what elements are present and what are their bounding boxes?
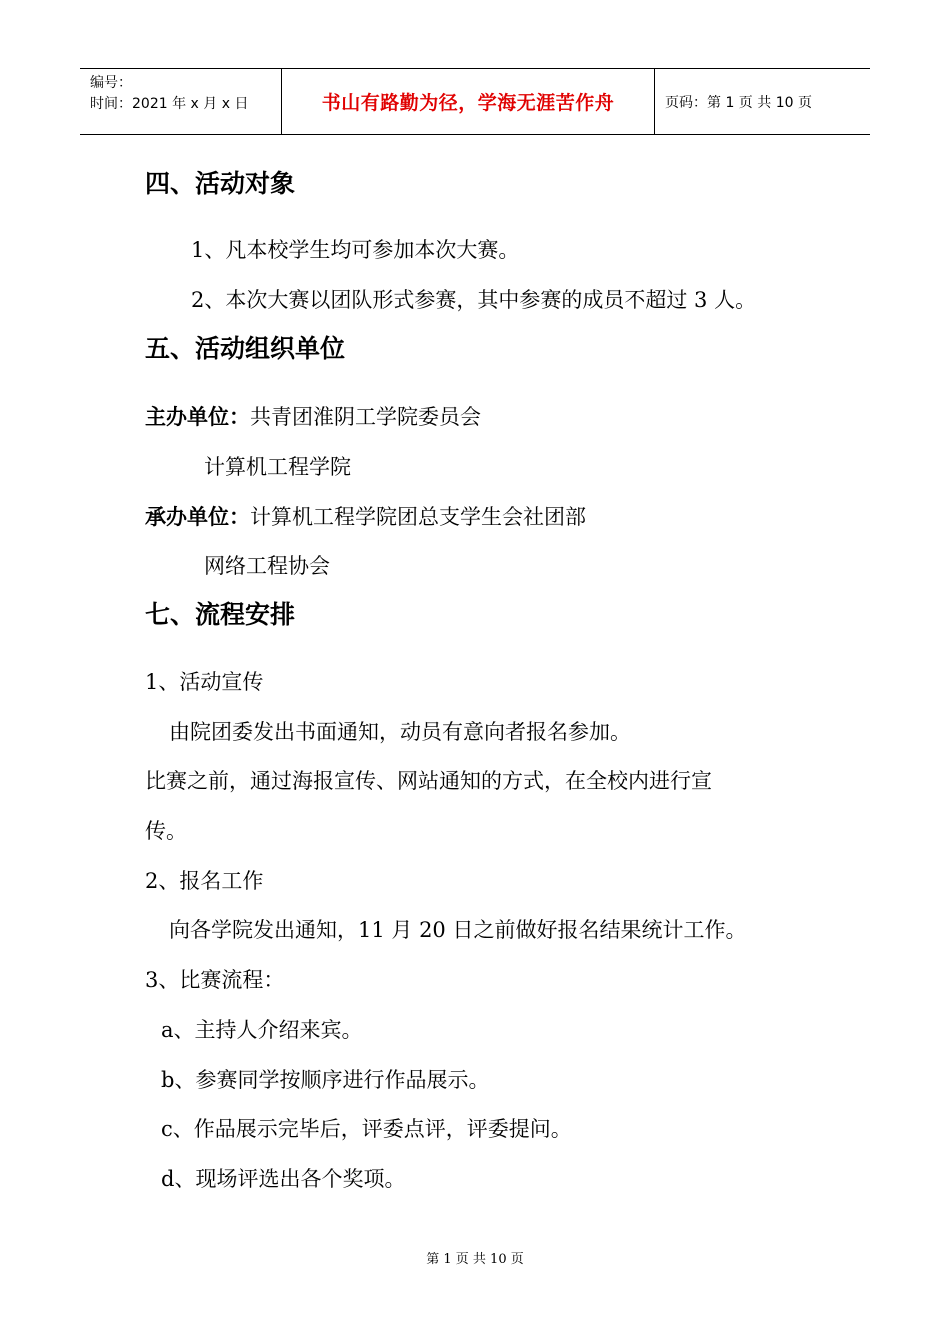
registration-line-1: 向各学院发出通知，11 月 20 日之前做好报名结果统计工作。 xyxy=(169,918,747,942)
organizer-unit-value-2: 网络工程协会 xyxy=(204,554,330,578)
competition-step-c: c、作品展示完毕后，评委点评，评委提问。 xyxy=(161,1117,572,1141)
host-unit-value-2: 计算机工程学院 xyxy=(204,455,351,479)
section-4-item-1: 1、凡本校学生均可参加本次大赛。 xyxy=(191,238,520,262)
section-4-item-2: 2、本次大赛以团队形式参赛，其中参赛的成员不超过 3 人。 xyxy=(191,288,757,312)
host-unit-label: 主办单位： xyxy=(145,405,250,429)
competition-step-d: d、现场评选出各个奖项。 xyxy=(161,1167,406,1191)
competition-step-a: a、主持人介绍来宾。 xyxy=(161,1018,363,1042)
organizer-unit-value: 计算机工程学院团总支学生会社团部 xyxy=(250,505,586,529)
header-meta xyxy=(80,69,282,134)
section-4-title: 四、活动对象 xyxy=(145,169,296,198)
header-page-info: 页码：第 1 页 共 10 页 xyxy=(665,94,812,111)
publicity-line-1: 由院团委发出书面通知，动员有意向者报名参加。 xyxy=(169,720,631,744)
publicity-line-3: 传。 xyxy=(145,819,187,843)
registration-title: 2、报名工作 xyxy=(145,869,264,893)
section-7-title: 七、流程安排 xyxy=(145,600,296,629)
page-footer: 第 1 页 共 10 页 xyxy=(426,1252,524,1267)
document-header xyxy=(80,68,870,135)
time-label: 时间：2021 年 x 月 x 日 xyxy=(90,96,249,112)
host-unit-value: 共青团淮阴工学院委员会 xyxy=(250,405,481,429)
competition-flow-title: 3、比赛流程： xyxy=(145,968,285,992)
organizer-unit-line xyxy=(145,503,586,531)
organizer-unit-label: 承办单位： xyxy=(145,505,250,529)
competition-step-b: b、参赛同学按顺序进行作品展示。 xyxy=(161,1068,490,1092)
publicity-line-2: 比赛之前，通过海报宣传、网站通知的方式，在全校内进行宣 xyxy=(145,769,712,793)
section-5-title: 五、活动组织单位 xyxy=(145,334,346,363)
host-unit-line xyxy=(145,403,481,431)
header-motto: 书山有路勤为径，学海无涯苦作舟 xyxy=(282,69,655,134)
publicity-title: 1、活动宣传 xyxy=(145,670,264,694)
serial-label: 编号： xyxy=(90,75,132,91)
